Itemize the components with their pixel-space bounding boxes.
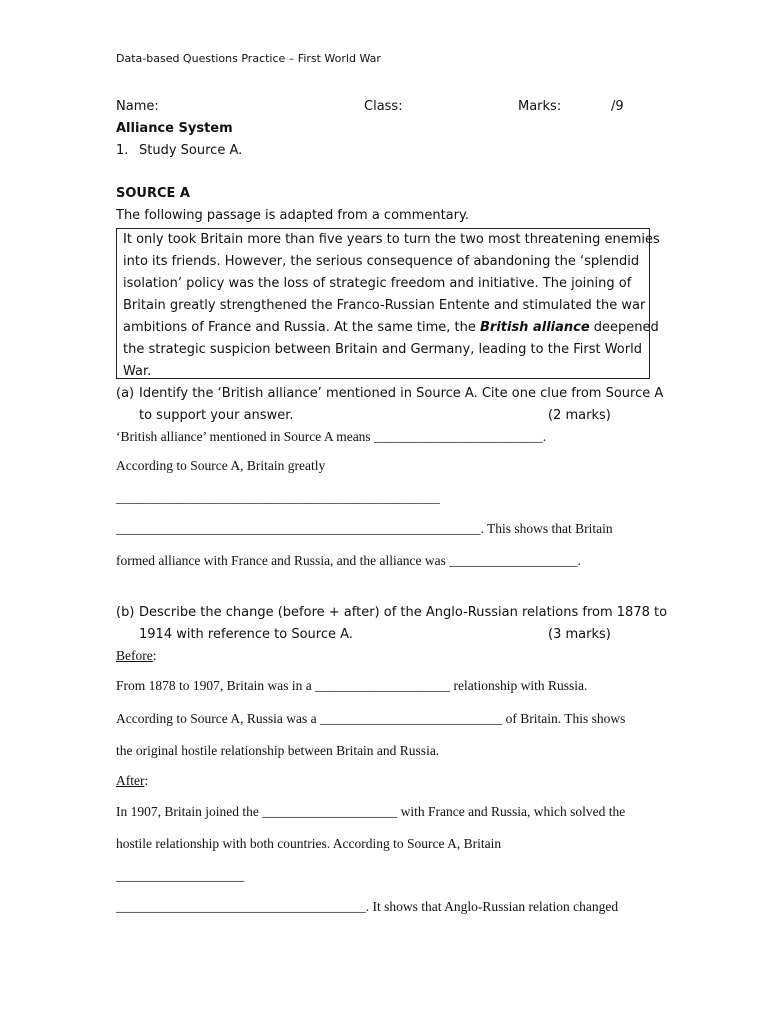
before-colon: : [152, 648, 157, 663]
answer-b-line: hostile relationship with both countries. According to Source A, Britain [116, 836, 502, 851]
answer-b-line[interactable]: In 1907, Britain joined the ____________________ with France and Russia, which solved the [116, 804, 626, 819]
question-a-marks: (2 marks) [548, 408, 611, 423]
source-line: the strategic suspicion between Britain and Germany, leading to the First World [123, 342, 642, 357]
source-line [123, 320, 659, 335]
source-line: Britain greatly strengthened the Franco-Russian Entente and stimulated the war [123, 298, 646, 313]
before-heading [116, 648, 157, 664]
name-label: Name: [116, 99, 159, 114]
section-title: Alliance System [116, 121, 233, 136]
source-line: War. [123, 364, 152, 379]
question-b-marks: (3 marks) [548, 627, 611, 642]
answer-b-line[interactable]: _____________________________________. It shows that Anglo-Russian relation changed [116, 899, 619, 914]
source-line: It only took Britain more than five years to turn the two most threatening enemies [123, 232, 660, 247]
answer-a-line: According to Source A, Britain greatly [116, 458, 326, 473]
source-passage-box [116, 228, 660, 379]
answer-b-line[interactable]: According to Source A, Russia was a ___________________________ of Britain. This shows [116, 711, 626, 726]
answer-a-line[interactable]: formed alliance with France and Russia, and the alliance was ___________________. [116, 553, 581, 568]
answer-a-line[interactable]: ________________________________________________ [116, 490, 440, 505]
question-b-text: of the Anglo-Russian relations from 1878 to [379, 605, 668, 620]
source-title: SOURCE A [116, 186, 190, 201]
marks-label: Marks: [518, 99, 562, 114]
after-label: After [116, 773, 145, 788]
british-alliance-emphasis: British alliance [480, 320, 590, 335]
question-b-line2: 1914 with reference to Source A. [139, 627, 353, 642]
question-1-number: 1. [116, 143, 129, 158]
question-b-text: Describe the change [139, 605, 278, 620]
after-colon: : [144, 773, 149, 788]
question-a-label: (a) [116, 386, 135, 401]
after-heading [116, 773, 148, 789]
marks-total: /9 [611, 99, 624, 114]
answer-b-line[interactable]: ___________________ [116, 868, 245, 883]
answer-b-line[interactable]: From 1878 to 1907, Britain was in a ____________________ relationship with Russia. [116, 678, 588, 693]
question-a-line1: Identify the ‘British alliance’ mentioned in Source A. Cite one clue from Source A [139, 386, 664, 401]
question-b-line1 [139, 605, 667, 620]
source-line: isolation’ policy was the loss of strategic freedom and initiative. The joining of [123, 276, 632, 291]
question-b-paren: (before + after) [277, 605, 380, 620]
question-a-line2: to support your answer. [139, 408, 294, 423]
document-header: Data-based Questions Practice – First World War [116, 52, 381, 65]
answer-a-line[interactable]: ‘British alliance’ mentioned in Source A means _________________________. [116, 429, 547, 444]
source-line: into its friends. However, the serious consequence of abandoning the ‘splendid [123, 254, 640, 269]
source-intro: The following passage is adapted from a commentary. [116, 208, 469, 223]
answer-a-line[interactable]: ______________________________________________________. This shows that Britain [116, 521, 613, 536]
class-label: Class: [364, 99, 403, 114]
question-b-label: (b) [116, 605, 135, 620]
before-label: Before [116, 648, 153, 663]
answer-b-line: the original hostile relationship between Britain and Russia. [116, 743, 440, 758]
source-line-text: ambitions of France and Russia. At the same time, the [123, 320, 480, 335]
source-line-text: deepened [589, 320, 659, 335]
question-1-text: Study Source A. [139, 143, 243, 158]
